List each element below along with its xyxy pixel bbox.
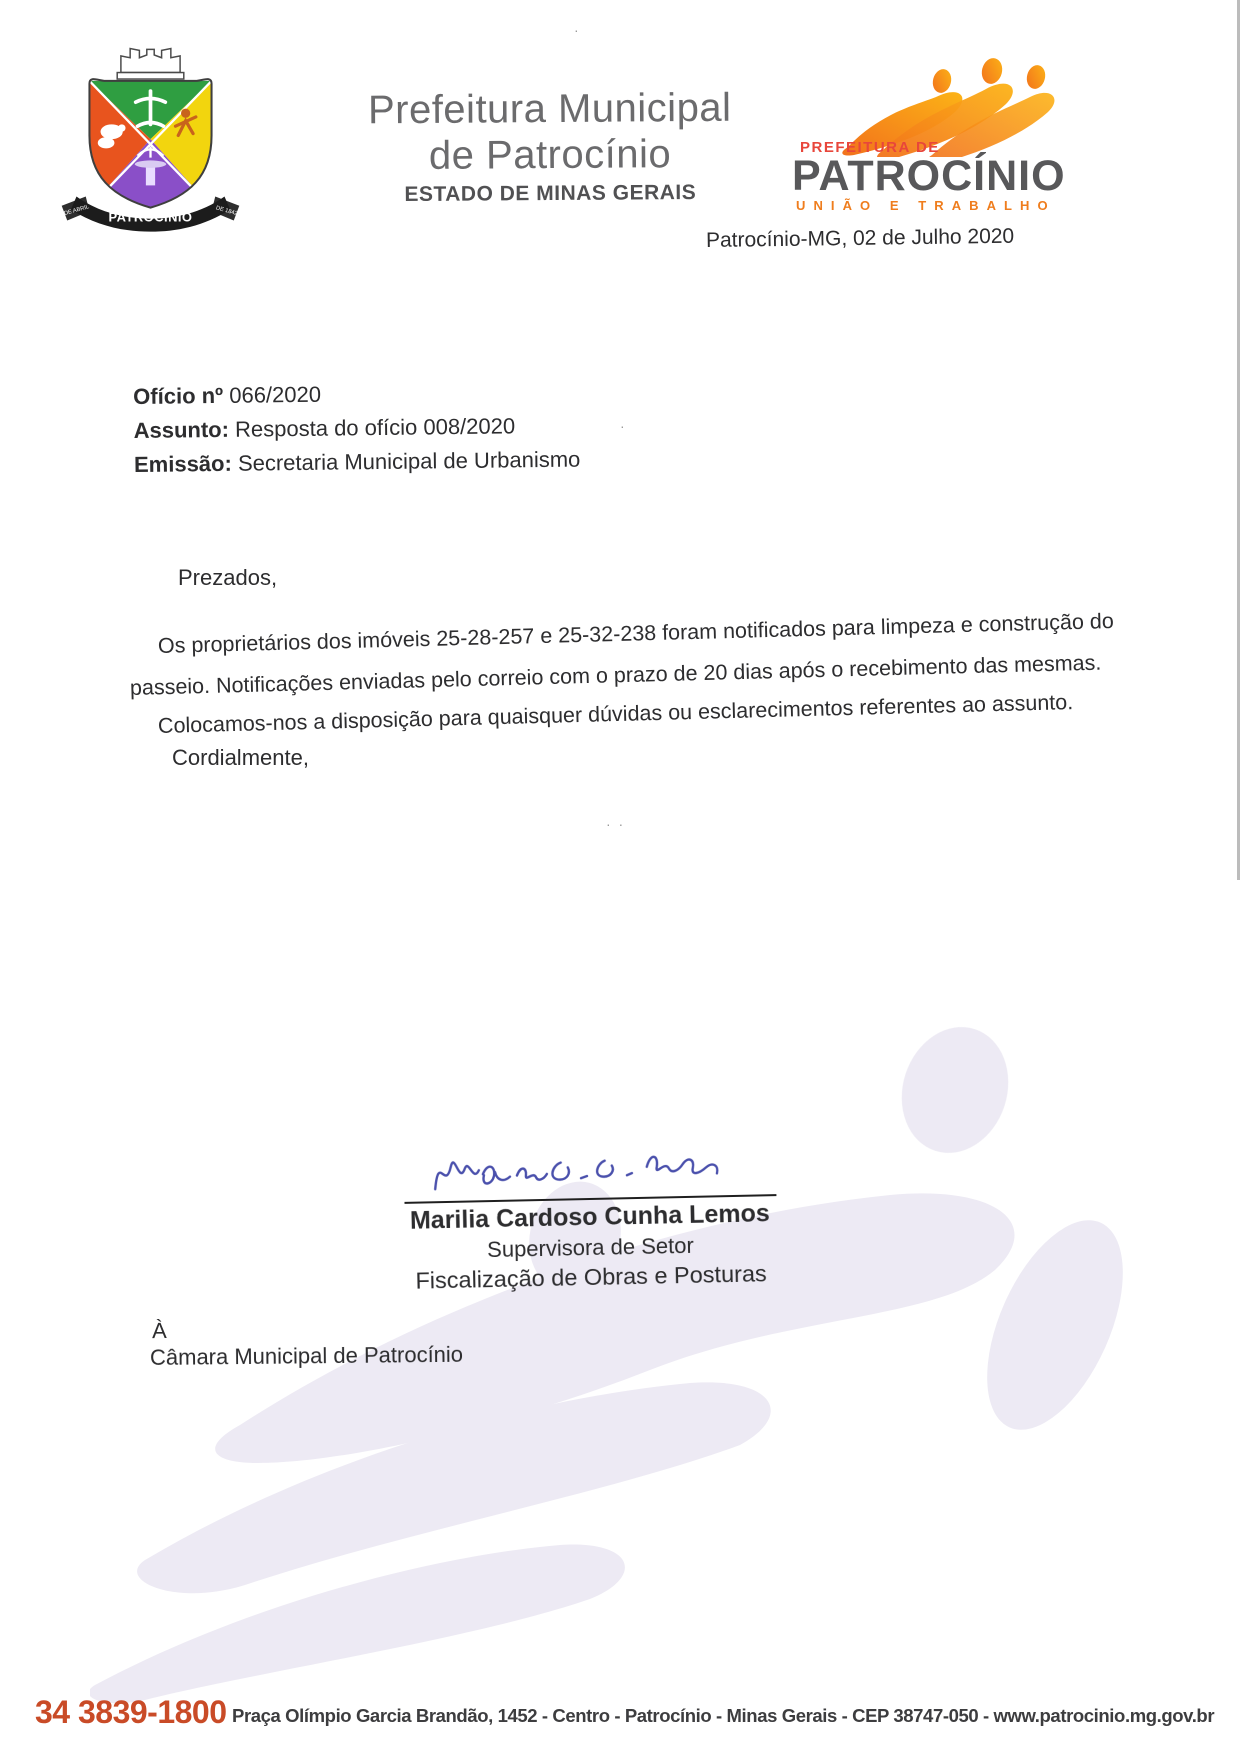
handwritten-signature-icon (428, 1131, 719, 1203)
logo-top-label: PREFEITURA DE (800, 139, 940, 156)
emissao-label: Emissão: (133, 450, 233, 477)
addressee-name: Câmara Municipal de Patrocínio (149, 1341, 464, 1370)
signature-block (368, 1125, 812, 1324)
closing: Cordialmente, (172, 745, 309, 770)
coat-of-arms-icon (58, 42, 243, 240)
paragraph-line-3: Colocamos-nos a disposição para quaisquer dúvidas ou esclarecimentos referentes ao assunto. (157, 690, 1074, 738)
crest-ribbon-left-text: 7 DE ABRIL (58, 204, 90, 219)
paragraph-line-1: Os proprietários dos imóveis 25-28-257 e 25-32-238 foram notificados para limpeza e construção do (157, 608, 1115, 658)
oficio-value: 066/2020 (229, 381, 322, 408)
footer-address: Praça Olímpio Garcia Brandão, 1452 - Centro - Patrocínio - Minas Gerais - CEP 38747-050 - www.patrocinio.mg.gov.br (232, 1705, 1215, 1726)
scan-speck: · · (606, 816, 624, 832)
signer-role-1: Supervisora de Setor (486, 1232, 695, 1263)
assunto-label: Assunto: (133, 416, 230, 443)
oficio-line (133, 375, 580, 414)
salutation: Prezados, (178, 565, 278, 590)
crest-ribbon-right-text: DE 1842 (215, 205, 239, 218)
title-line-1: Prefeitura Municipal (367, 85, 732, 133)
emissao-value: Secretaria Municipal de Urbanismo (237, 446, 581, 476)
crest-banner-text: PATROCÍNIO (108, 209, 193, 225)
title-line-2: de Patrocínio (428, 132, 672, 178)
scan-speck: · (574, 22, 579, 38)
footer-phone: 34 3839-1800 (35, 1694, 227, 1730)
prefeitura-logo (790, 55, 1130, 220)
assunto-line (133, 409, 580, 448)
logo-name: PATROCÍNIO (792, 152, 1066, 200)
signer-name: Marilia Cardoso Cunha Lemos (409, 1199, 770, 1235)
state-subtitle: ESTADO DE MINAS GERAIS (404, 180, 697, 207)
letterhead-title (330, 84, 771, 209)
dateline: Patrocínio-MG, 02 de Julho 2020 (705, 224, 1015, 252)
emissao-line (134, 443, 581, 482)
assunto-value: Resposta do ofício 008/2020 (234, 413, 516, 442)
logo-slogan: UNIÃO E TRABALHO (796, 198, 1056, 213)
oficio-label: Ofício nº (133, 382, 224, 409)
scan-speck: · (620, 418, 625, 434)
paragraph-line-2: passeio. Notificações enviadas pelo correio com o prazo de 20 dias após o recebimento das mesmas. (129, 650, 1102, 700)
reference-block (133, 375, 581, 482)
addressee-prefix: À (151, 1317, 167, 1344)
signer-role-2: Fiscalização de Obras e Posturas (415, 1260, 767, 1294)
